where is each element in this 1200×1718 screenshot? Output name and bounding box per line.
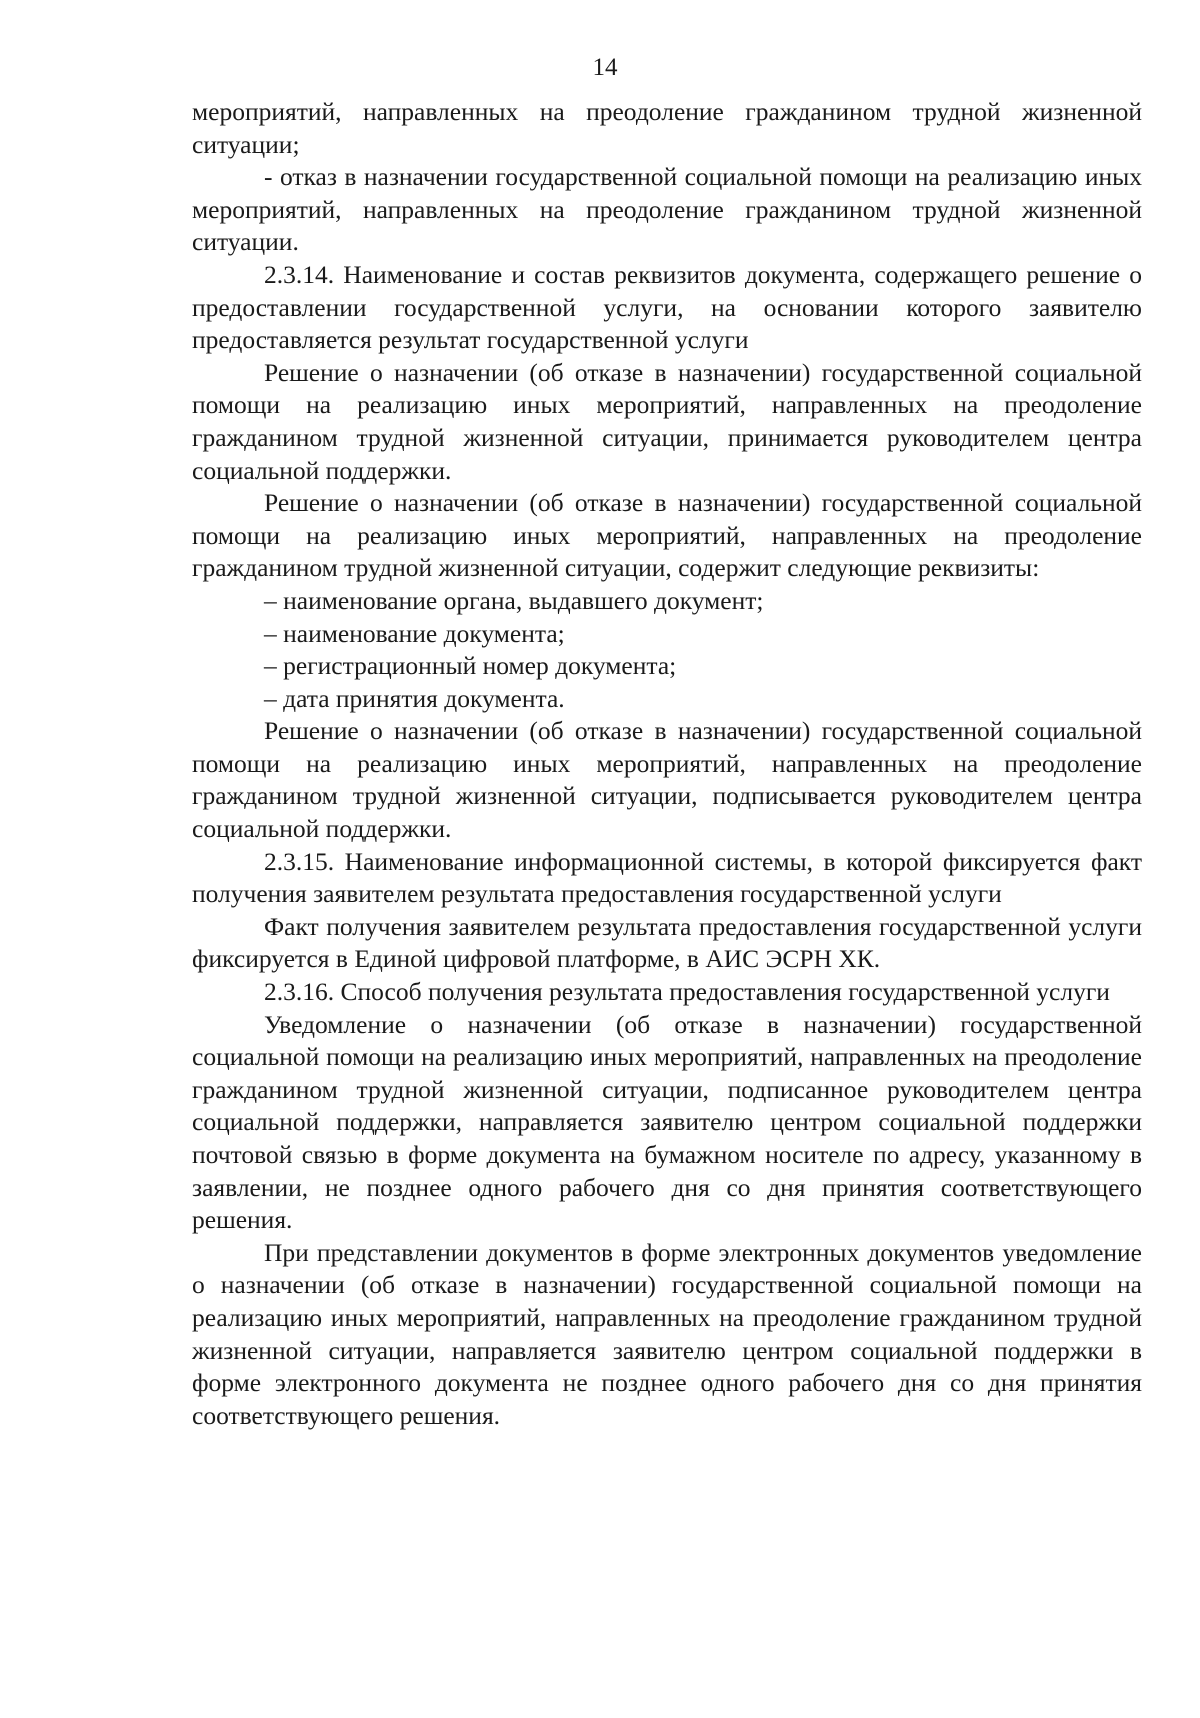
- section-heading-2-3-14: 2.3.14. Наименование и состав реквизитов документа, содержащего решение о предоставлении государственной услуги, на основании которого заявителю предоставляется результат государственной услуги: [192, 259, 1142, 355]
- paragraph-notice-by-post: Уведомление о назначении (об отказе в назначении) государственной социальной помощи на реализацию иных мероприятий, направленных на преодоление гражданином трудной жизненной ситуации, подписанное руководителем центра социальной поддержки, направляется заявителю центром социальной поддержки почтовой связью в форме документа на бумажном носителе по адресу, указанному в заявлении, не позднее одного рабочего дня со дня принятия соответствующего решения.: [192, 1009, 1142, 1235]
- list-item: – регистрационный номер документа;: [264, 651, 677, 681]
- page-number: 14: [592, 54, 618, 81]
- paragraph-continuation: мероприятий, направленных на преодоление гражданином трудной жизненной ситуации;: [192, 97, 1142, 159]
- paragraph-decision-signed: Решение о назначении (об отказе в назначении) государственной социальной помощи на реализацию иных мероприятий, направленных на преодоление гражданином трудной жизненной ситуации, подписывается руководителем центра социальной поддержки.: [192, 716, 1142, 844]
- section-heading-2-3-15: 2.3.15. Наименование информационной системы, в которой фиксируется факт получения заявителем результата предоставления государственной услуги: [192, 846, 1142, 909]
- list-item: – наименование документа;: [264, 618, 565, 648]
- list-item: – наименование органа, выдавшего документ;: [264, 585, 764, 615]
- paragraph-decision-requisites: Решение о назначении (об отказе в назначении) государственной социальной помощи на реализацию иных мероприятий, направленных на преодоление гражданином трудной жизненной ситуации, содержит следующие реквизиты:: [192, 488, 1142, 583]
- section-heading-2-3-16: 2.3.16. Способ получения результата предоставления государственной услуги: [264, 977, 1110, 1007]
- document-body: [192, 96, 1142, 1432]
- paragraph-notice-electronic: При представлении документов в форме электронных документов уведомление о назначении (об отказе в назначении) государственной социальной помощи на реализацию иных мероприятий, направленных на преодоление гражданином трудной жизненной ситуации, направляется заявителю центром социальной поддержки в форме электронного документа не позднее одного рабочего дня со дня принятия соответствующего решения.: [192, 1237, 1142, 1430]
- list-item: – дата принятия документа.: [264, 683, 565, 713]
- paragraph-refusal-item: - отказ в назначении государственной социальной помощи на реализацию иных мероприятий, направленных на преодоление гражданином трудной жизненной ситуации.: [192, 162, 1142, 257]
- paragraph-fact-recorded: Факт получения заявителем результата предоставления государственной услуги фиксируется в Единой цифровой платформе, в АИС ЭСРН ХК.: [192, 911, 1142, 974]
- paragraph-decision-adopted: Решение о назначении (об отказе в назначении) государственной социальной помощи на реализацию иных мероприятий, направленных на преодоление гражданином трудной жизненной ситуации, принимается руководителем центра социальной поддержки.: [192, 357, 1142, 485]
